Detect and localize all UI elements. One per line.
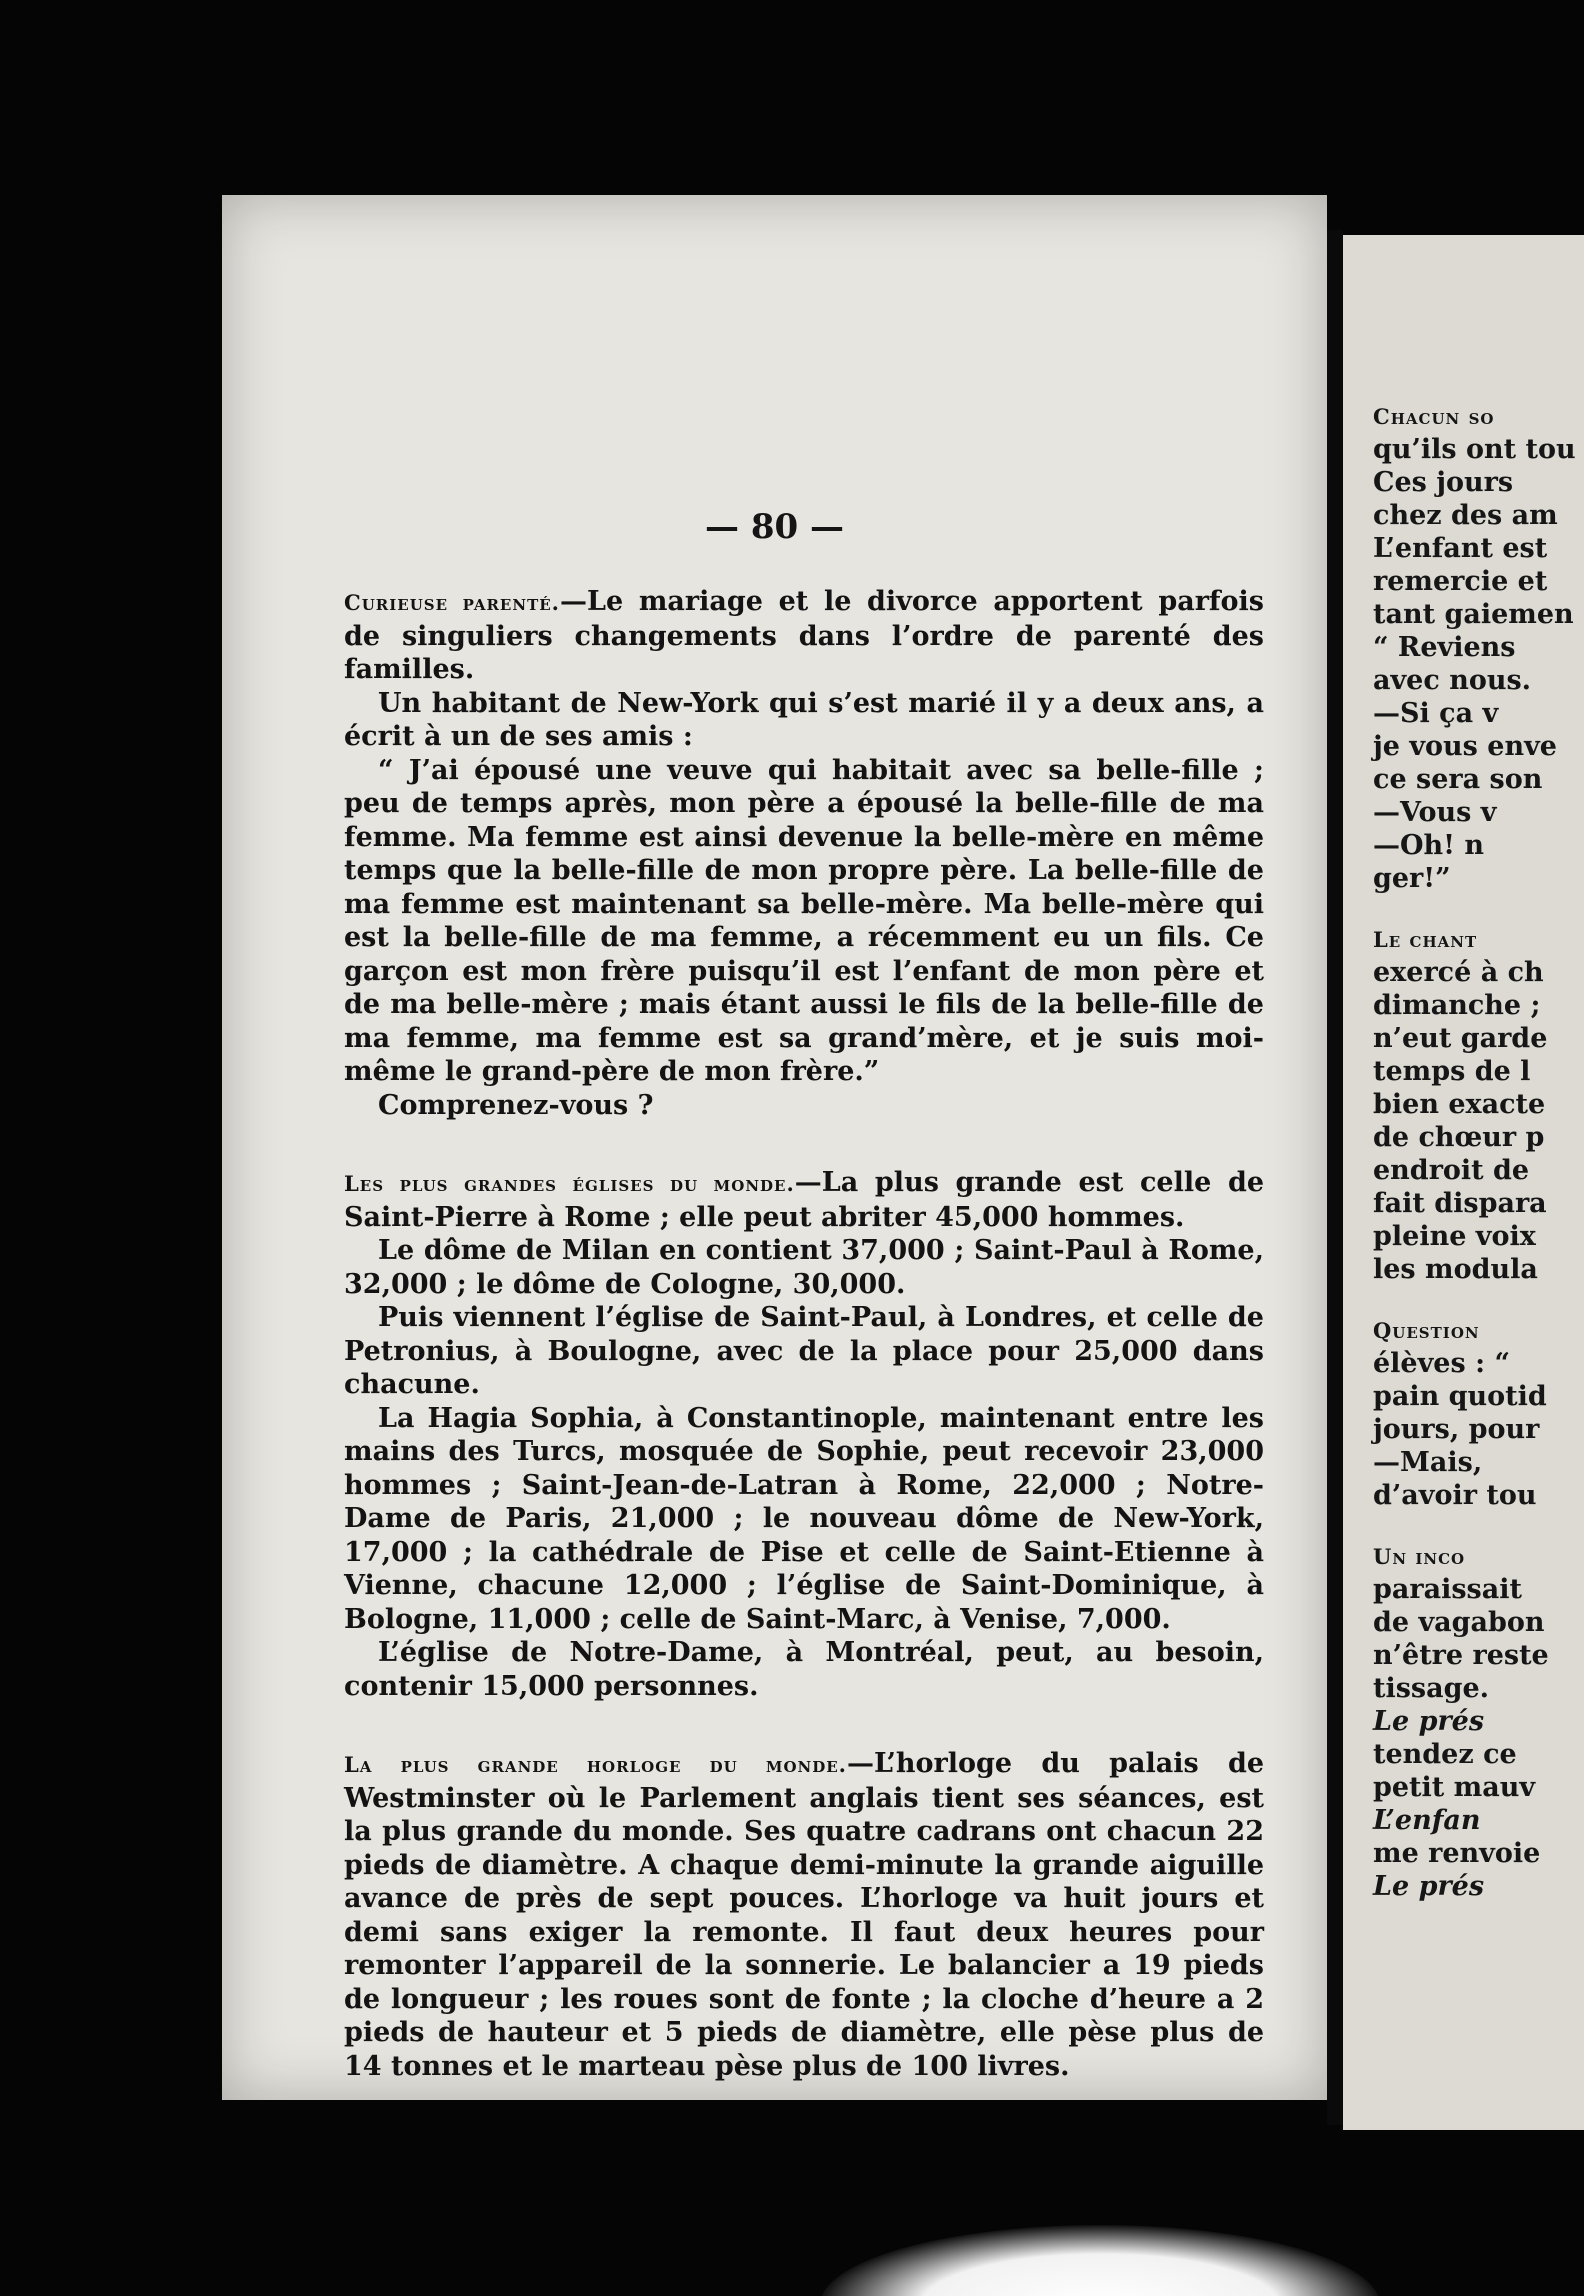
facing-line: —Oh! n xyxy=(1373,830,1485,861)
facing-gap xyxy=(1373,1286,1584,1314)
facing-line: n’être reste xyxy=(1373,1640,1549,1671)
facing-line: Ces jours xyxy=(1373,467,1514,498)
facing-line: Un inco xyxy=(1373,1544,1466,1569)
facing-line: Chacun so xyxy=(1373,404,1495,429)
facing-line: remercie et xyxy=(1373,566,1548,597)
section-paragraph: Le dôme de Milan en contient 37,000 ; Saint-Paul à Rome, 32,000 ; le dôme de Cologne, 30,000. xyxy=(344,1235,1264,1300)
section-heading: Curieuse parenté. xyxy=(344,590,560,615)
facing-line: me renvoie xyxy=(1373,1838,1541,1869)
facing-line: jours, pour xyxy=(1373,1414,1540,1445)
section-paragraph xyxy=(344,585,1264,687)
facing-line: pleine voix xyxy=(1373,1221,1536,1252)
facing-gap xyxy=(1373,895,1584,923)
left-page xyxy=(222,195,1327,2100)
section-heading: La plus grande horloge du monde. xyxy=(344,1752,847,1777)
scan-light-glare xyxy=(820,2225,1380,2296)
facing-line: pain quotid xyxy=(1373,1381,1547,1412)
section-paragraph: L’église de Notre-Dame, à Montréal, peut, au besoin, contenir 15,000 personnes. xyxy=(344,1637,1264,1702)
section-lead-text: —Le mariage et le divorce apportent parfois de singuliers changements dans l’ordre de parenté des familles. xyxy=(344,586,1264,685)
facing-line: Le prés xyxy=(1373,1871,1485,1902)
right-facing-page xyxy=(1343,235,1584,2130)
facing-line: élèves : “ xyxy=(1373,1348,1510,1379)
facing-line: de chœur p xyxy=(1373,1122,1545,1153)
section-paragraph xyxy=(344,1166,1264,1234)
facing-gap xyxy=(1373,1512,1584,1540)
section-paragraph: Comprenez-vous ? xyxy=(378,1089,654,1121)
facing-line: de vagabon xyxy=(1373,1607,1545,1638)
section-plus-grandes-eglises xyxy=(344,1166,1264,1703)
facing-line: je vous enve xyxy=(1373,731,1557,762)
section-paragraph: Un habitant de New-York qui s’est marié il y a deux ans, a écrit à un de ses amis : xyxy=(344,687,1264,752)
section-heading: Les plus grandes églises du monde. xyxy=(344,1171,795,1196)
facing-line: n’eut garde xyxy=(1373,1023,1548,1054)
facing-line: fait dispara xyxy=(1373,1188,1547,1219)
facing-line: petit mauv xyxy=(1373,1772,1536,1803)
facing-line: chez des am xyxy=(1373,500,1558,531)
facing-line: Le prés xyxy=(1373,1706,1485,1737)
section-lead-text: —L’horloge du palais de Westminster où le Parlement anglais tient ses séances, est la plus grande du monde. Ses quatre cadrans ont chacun 22 pieds de diamètre. A chaque demi-minute la grande aiguille avance de près de sept pouces. L’horloge va huit jours et demi sans exiger la remonte. Il faut deux heures pour remonter l’appareil de la sonnerie. Le balancier a 19 pieds de longueur ; les roues sont de fonte ; la cloche d’heure a 2 pieds de hauteur et 5 pieds de diamètre, elle pèse plus de 14 tonnes et le marteau pèse plus de 100 livres. xyxy=(344,1748,1265,2082)
facing-line: ce sera son xyxy=(1373,764,1543,795)
facing-line: temps de l xyxy=(1373,1056,1531,1087)
facing-line: tant gaiemen xyxy=(1373,599,1574,630)
facing-line: “ Reviens xyxy=(1373,632,1516,663)
facing-line: Le chant xyxy=(1373,927,1478,952)
section-plus-grande-horloge xyxy=(344,1747,1264,2083)
facing-line: —Vous v xyxy=(1373,797,1497,828)
facing-line: —Si ça v xyxy=(1373,698,1499,729)
facing-line: dimanche ; xyxy=(1373,990,1541,1021)
page-body xyxy=(344,585,1264,2127)
facing-line: endroit de xyxy=(1373,1155,1530,1186)
page-number: — 80 — xyxy=(705,507,844,547)
facing-page-text xyxy=(1373,400,1584,1903)
section-paragraph: La Hagia Sophia, à Constantinople, maintenant entre les mains des Turcs, mosquée de Sophie, peut recevoir 23,000 hommes ; Saint-Jean-de-Latran à Rome, 22,000 ; Notre-Dame de Paris, 21,000 ; le nouveau dôme de New-York, 17,000 ; la cathédrale de Pise et celle de Saint-Etienne à Vienne, chacune 12,000 ; l’église de Saint-Dominique, à Bologne, 11,000 ; celle de Saint-Marc, à Venise, 7,000. xyxy=(344,1402,1264,1635)
quoted-letter: “ J’ai épousé une veuve qui habitait avec sa belle-fille ; peu de temps après, mon père a épousé la belle-fille de ma femme. Ma femme est ainsi devenue la belle-mère en même temps que la belle-fille de mon propre père. La belle-fille de ma femme est maintenant sa belle-mère. Ma belle-mère qui est la belle-fille de ma femme, a récemment eu un fils. Ce garçon est mon frère puisqu’il est l’enfant de mon père et de ma belle-mère ; mais étant aussi le fils de la belle-fille de ma femme, ma femme est sa grand’mère, et je suis moi-même le grand-père de mon frère.” xyxy=(344,754,1264,1087)
section-paragraph: Puis viennent l’église de Saint-Paul, à Londres, et celle de Petronius, à Boulogne, avec de la place pour 25,000 dans chacune. xyxy=(344,1302,1264,1400)
section-lead-text: —La plus grande est celle de Saint-Pierre à Rome ; elle peut abriter 45,000 hommes. xyxy=(344,1167,1265,1233)
facing-line: Question xyxy=(1373,1318,1480,1343)
facing-line: paraissait xyxy=(1373,1574,1522,1605)
facing-line: tissage. xyxy=(1373,1673,1490,1704)
facing-line: qu’ils ont tou xyxy=(1373,434,1576,465)
book-spine-gutter xyxy=(1327,230,1343,2125)
facing-line: L’enfant est xyxy=(1373,533,1548,564)
facing-line: ger!” xyxy=(1373,863,1451,894)
section-curieuse-parente xyxy=(344,585,1264,1122)
facing-line: L’enfan xyxy=(1373,1805,1481,1836)
facing-line: bien exacte xyxy=(1373,1089,1546,1120)
facing-line: tendez ce xyxy=(1373,1739,1517,1770)
facing-line: avec nous. xyxy=(1373,665,1532,696)
facing-line: d’avoir tou xyxy=(1373,1480,1537,1511)
facing-line: les modula xyxy=(1373,1254,1538,1285)
facing-line: —Mais, xyxy=(1373,1447,1483,1478)
section-paragraph xyxy=(344,1747,1264,2083)
facing-line: exercé à ch xyxy=(1373,957,1544,988)
